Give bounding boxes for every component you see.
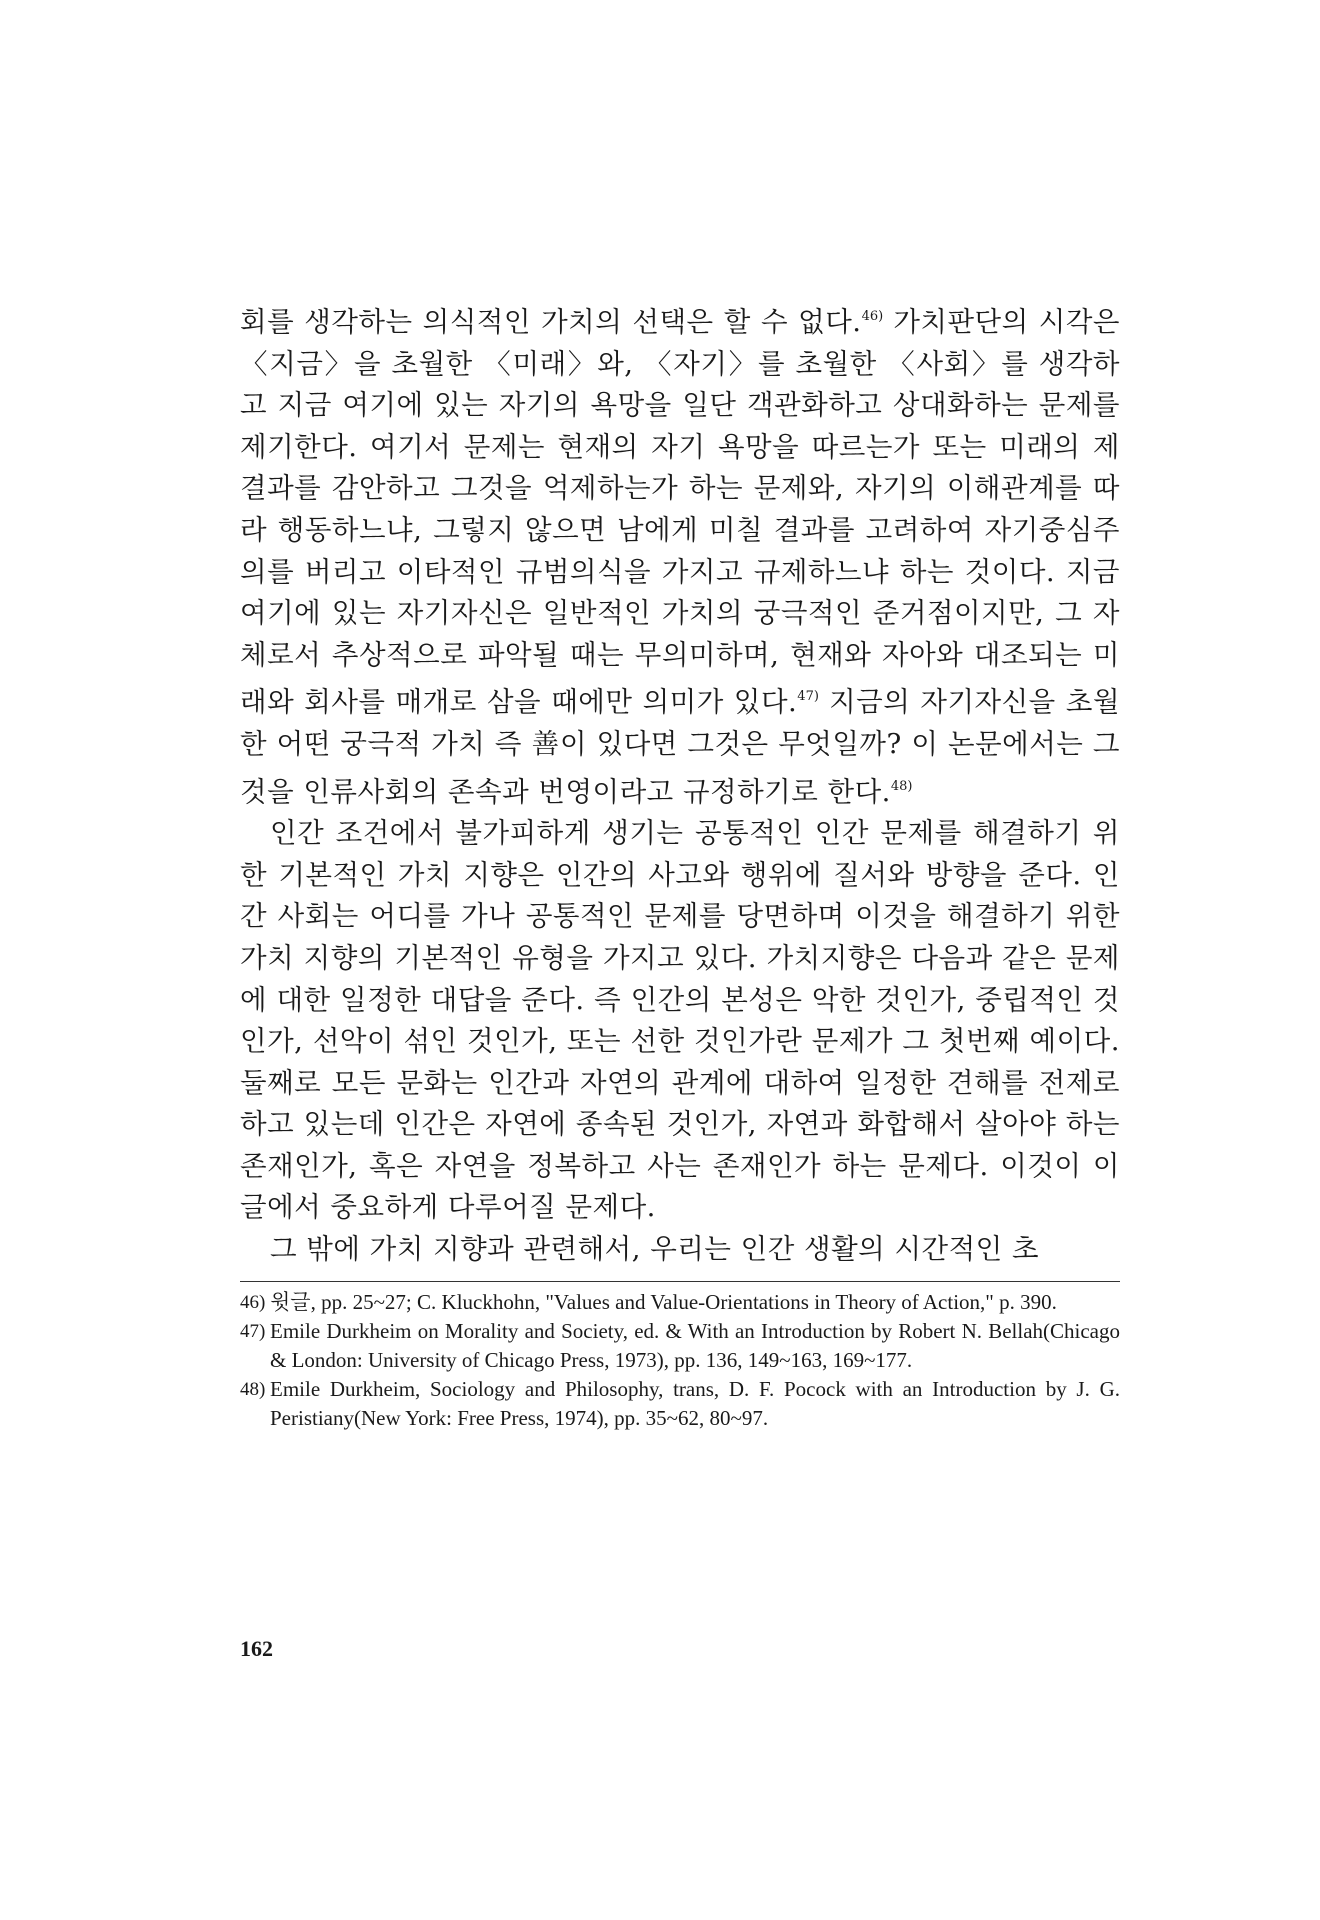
paragraph-text: 가치판단의 시각은 〈지금〉을 초월한 〈미래〉와, 〈자기〉를 초월한 〈사회〉를 생각하고 지금 여기에 있는 자기의 욕망을 일단 객관화하고 상대화하는 문제를 제기한다. 여기서 문제는 현재의 자기 욕망을 따르는가 또는 미래의 제 결과를 감안하고 그것을 억제하는가 하는 문제와, 자기의 이해관계를 따라 행동하느냐, 그렇지 않으면 남에게 미칠 결과를 고려하여 자기중심주의를 버리고 이타적인 규범의식을 가지고 규제하느냐 하는 것이다. 지금 여기에 있는 자기자신은 일반적인 가치의 궁극적인 준거점이지만, 그 자체로서 추상적으로 파악될 때는 무의미하며, 현재와 자아와 대조되는 미래와 회사를 매개로 삼을 때에만 의미가 있다. <box>240 306 1120 719</box>
footnote-text: Emile Durkheim, Sociology and Philosophy, trans, D. F. Pocock with an Introduction by J. G. Peristiany(New York: Free Press, 1974), pp. 35~62, 80~97. <box>270 1376 1120 1430</box>
paragraph-text: 그 밖에 가치 지향과 관련해서, 우리는 인간 생활의 시간적인 초 <box>270 1233 1040 1266</box>
body-paragraph <box>240 1229 1120 1271</box>
footnote-divider <box>240 1281 1120 1282</box>
body-paragraph <box>240 813 1120 1229</box>
footnote-reference: 48) <box>890 778 913 794</box>
footnotes <box>240 1288 1120 1433</box>
footnote-number: 48) <box>240 1378 266 1400</box>
footnote-item <box>240 1288 1120 1317</box>
footnote-number: 46) <box>240 1291 266 1313</box>
paragraph-text: 인간 조건에서 불가피하게 생기는 공통적인 인간 문제를 해결하기 위한 기본적인 가치 지향은 인간의 사고와 행위에 질서와 방향을 준다. 인간 사회는 어디를 가나 공통적인 문제를 당면하며 이것을 해결하기 위한 가치 지향의 기본적인 유형을 가지고 있다. 가치지향은 다음과 같은 문제에 대한 일정한 대답을 준다. 즉 인간의 본성은 악한 것인가, 중립적인 것인가, 선악이 섞인 것인가, 또는 선한 것인가란 문제가 그 첫번째 예이다. 둘째로 모든 문화는 인간과 자연의 관계에 대하여 일정한 견해를 전제로 하고 있는데 인간은 자연에 종속된 것인가, 자연과 화합해서 살아야 하는 존재인가, 혹은 자연을 정복하고 사는 존재인가 하는 문제다. 이것이 이 글에서 중요하게 다루어질 문제다. <box>240 817 1120 1224</box>
paragraph-text: 지금의 자기자신을 초월한 어떤 궁극적 가치 즉 善이 있다면 그것은 무엇일까? 이 논문에서는 그것을 인류사회의 존속과 번영이라고 규정하기로 한다. <box>240 686 1121 808</box>
body-paragraph <box>240 296 1120 813</box>
footnote-item <box>240 1375 1120 1433</box>
paragraph-text: 회를 생각하는 의식적인 가치의 선택은 할 수 없다. <box>240 306 862 338</box>
body-text <box>240 296 1120 1271</box>
footnote-number: 47) <box>240 1320 266 1342</box>
footnote-text: 윗글, pp. 25~27; C. Kluckhohn, "Values and Value-Orientations in Theory of Action," p. 390. <box>270 1289 1057 1314</box>
page-number: 162 <box>240 1636 273 1661</box>
footnote-item <box>240 1317 1120 1375</box>
page-content <box>240 296 1120 1433</box>
footnote-text: Emile Durkheim on Morality and Society, ed. & With an Introduction by Robert N. Bellah(Chicago & London: University of Chicago Press, 1973), pp. 136, 149~163, 169~177. <box>270 1318 1120 1372</box>
footnote-reference: 46) <box>861 309 884 324</box>
footnote-reference: 47) <box>797 689 819 705</box>
